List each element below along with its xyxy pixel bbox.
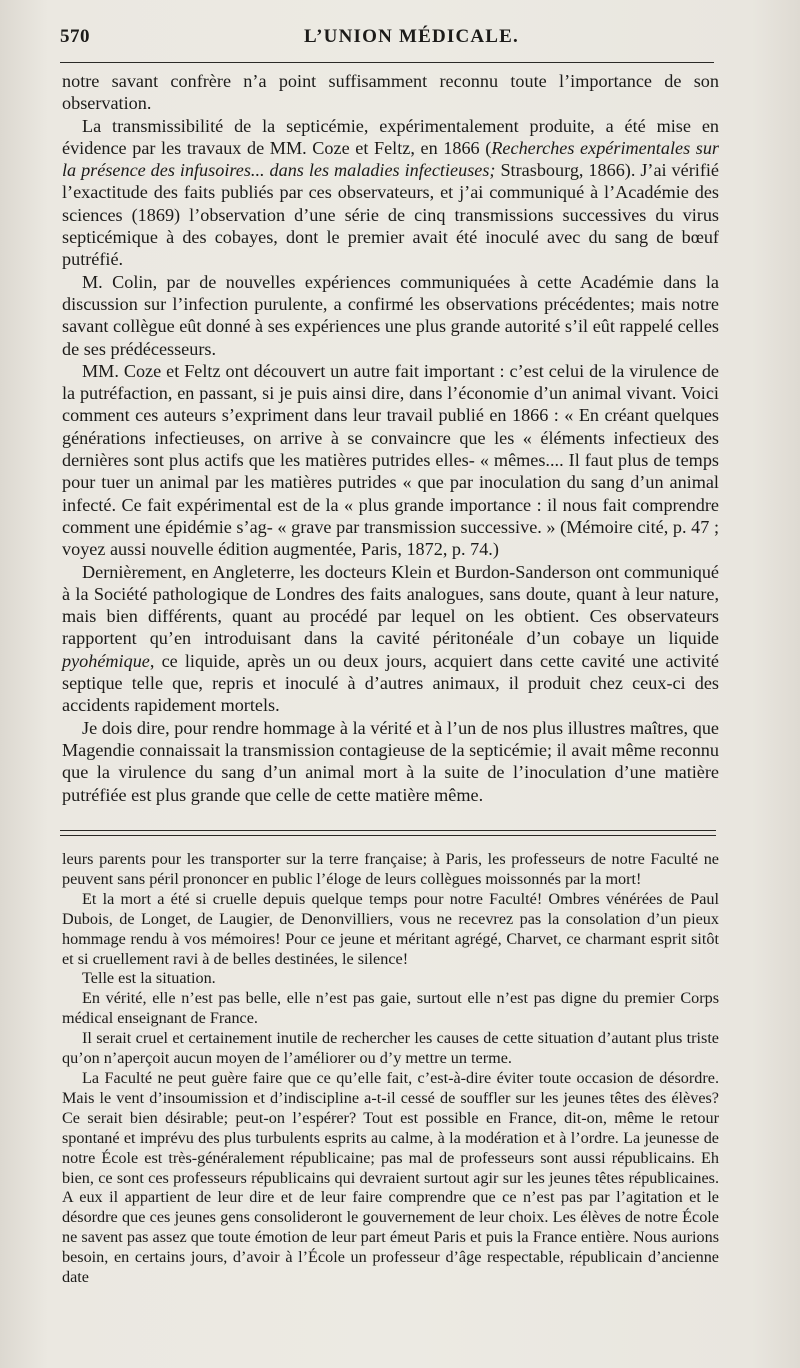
feuilleton-paragraph: leurs parents pour les transporter sur la terre française; à Paris, les professeurs de notre Faculté ne peuvent sans péril prononcer en public l’éloge de leurs collègues moissonnés par la mort!	[62, 850, 719, 888]
main-article	[62, 70, 719, 806]
feuilleton-section	[62, 850, 719, 1288]
running-title: L’UNION MÉDICALE.	[304, 26, 520, 47]
article-text: Strasbourg, 1866). J’ai vérifié l’exactitude des faits publiés par ces observateurs, et j’ai communiqué à l’Académie des sciences (1869) l’observation d’une série de cinq transmissions successives du virus septicémique à des cobayes, dont le premier avait été inoculé avec du sang de bœuf putréfié.	[62, 160, 719, 270]
article-paragraph	[62, 115, 719, 271]
article-paragraph: M. Colin, par de nouvelles expériences communiquées à cette Académie dans la discussion sur l’infection purulente, a confirmé les observations précédentes; mais notre savant collègue eût donné à ses expériences une plus grande autorité s’il eût rappelé celles de ses prédécesseurs.	[62, 271, 719, 359]
article-paragraph: MM. Coze et Feltz ont découvert un autre fait important : c’est celui de la virulence de la putréfaction, en passant, si je puis ainsi dire, dans l’économie d’un animal vivant. Voici comment ces auteurs s’expriment dans leur travail publié en 1866 : « En créant quelques générations infectieuses, on arrive à se convaincre que les « éléments infectieux des dernières sont plus actifs que les matières putrides elles- « mêmes.... Il faut plus de temps pour tuer un animal par les matières putrides « que par inoculation du sang d’un animal infecté. Ce fait expérimental est de la « plus grande importance : il nous fait comprendre comment une épidémie s’ag- « grave par transmission successive. » (Mémoire cité, p. 47 ; voyez aussi nouvelle édition augmentée, Paris, 1872, p. 74.)	[62, 360, 719, 560]
article-italic-term: pyohémique	[62, 650, 150, 671]
header-rule	[60, 62, 714, 63]
feuilleton-paragraph: Telle est la situation.	[82, 969, 216, 988]
page-number: 570	[60, 26, 90, 47]
article-paragraph: Je dois dire, pour rendre hommage à la vérité et à l’un de nos plus illustres maîtres, que Magendie connaissait la transmission contagieuse de la septicémie; il avait même reconnu que la virulence du sang d’un animal mort à la suite de l’inoculation d’une matière putréfiée est plus grande que celle de cette matière même.	[62, 717, 719, 805]
article-italic-citation: Recherches expérimentales sur la présence des infusoires... dans les maladies infectieuses;	[62, 137, 720, 181]
page-header	[60, 22, 715, 52]
feuilleton-paragraph: Et la mort a été si cruelle depuis quelque temps pour notre Faculté! Ombres vénérées de Paul Dubois, de Longet, de Laugier, de Denonvilliers, vous ne recevrez pas la consolation d’un pieux hommage rendu à vos mémoires! Pour ce jeune et méritant agrégé, Charvet, ce charmant esprit sitôt et si cruellement ravi à de belles destinées, le silence!	[62, 889, 719, 968]
feuilleton-paragraph: Il serait cruel et certainement inutile de rechercher les causes de cette situation d’autant plus triste qu’on n’aperçoit aucun moyen de l’améliorer ou d’y mettre un terme.	[62, 1029, 719, 1068]
article-paragraph	[62, 561, 719, 717]
article-text: Dernièrement, en Angleterre, les docteurs Klein et Burdon-Sanderson ont communiqué à la Société pathologique de Londres des faits analogues, sans doute, quant à leur nature, mais bien différents, quant au procédé par lequel on les obtient. Ces observateurs rapportent qu’en introduisant dans la cavité péritonéale d’un cobaye un liquide	[62, 561, 719, 649]
article-paragraph: notre savant confrère n’a point suffisamment reconnu toute l’importance de son observation.	[62, 71, 719, 114]
section-divider	[60, 830, 716, 836]
article-text: La transmissibilité de la septicémie, expérimentalement produite, a été mise en évidence par les travaux de MM. Coze et Feltz, en 1866 (	[62, 115, 719, 158]
feuilleton-paragraph: La Faculté ne peut guère faire que ce qu’elle fait, c’est-à-dire éviter toute occasion de désordre. Mais le vent d’insoumission et d’indiscipline a-t-il cessé de souffler sur les jeunes têtes des élèves? Ce serait bien désirable; peut-on l’espérer? Tout est possible en France, dit-on, même le retour spontané et imprévu des plus turbulents esprits au calme, à la modération et à l’ordre. La jeunesse de notre École est très-généralement républicaine; pas mal de professeurs sont aussi républicains. Eh bien, ce sont ces professeurs républicains qui devraient surtout agir sur les jeunes têtes républicaines. A eux il appartient de leur dire et de leur faire comprendre que ce n’est pas par l’agitation et le désordre que ces jeunes gens consolideront le gouvernement de leur choix. Les élèves de notre École ne savent pas assez que toute émotion de leur part émeut Paris et puis la France entière. Nous aurions besoin, en certains jours, d’avoir à l’École un professeur d’âge respectable, républicain d’ancienne date	[62, 1068, 719, 1287]
article-text: , ce liquide, après un ou deux jours, acquiert dans cette cavité une activité septique telle que, repris et inoculé à d’autres animaux, il produit chez ceux-ci des accidents rapidement mortels.	[62, 650, 719, 716]
feuilleton-paragraph: En vérité, elle n’est pas belle, elle n’est pas gaie, surtout elle n’est pas digne du premier Corps médical enseignant de France.	[62, 989, 719, 1028]
